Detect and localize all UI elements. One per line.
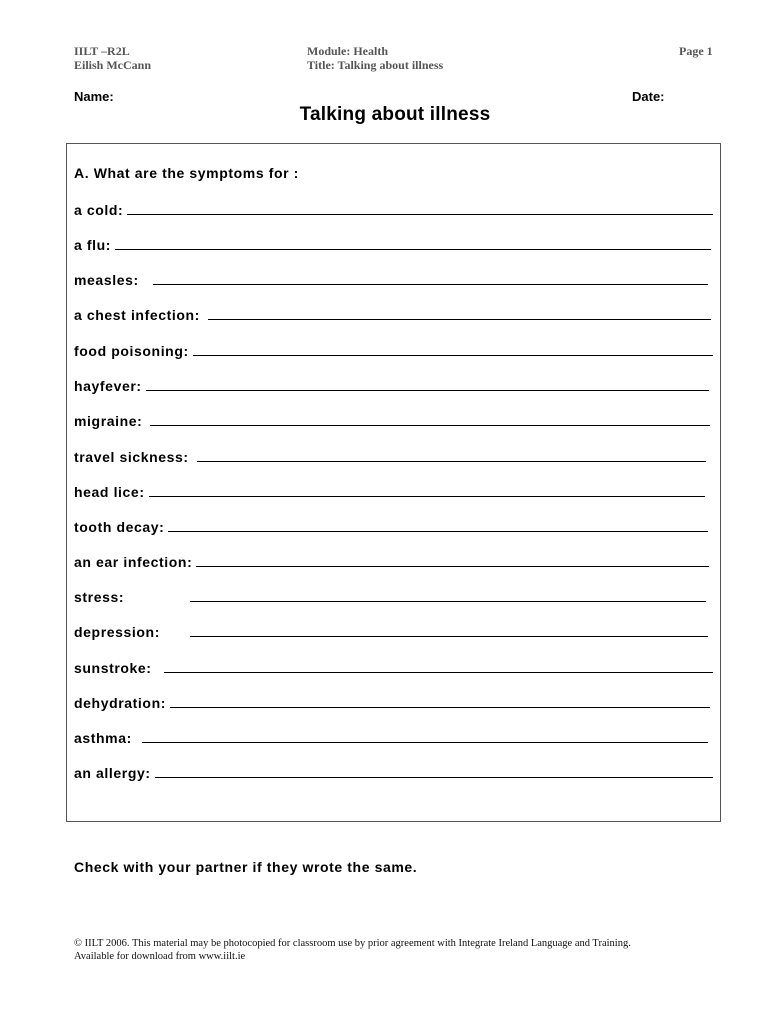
module-name: Module: Health [307,44,388,58]
course-code: IILT –R2L [74,44,130,58]
symptom-label: hayfever: [74,378,142,394]
answer-blank[interactable] [149,496,705,497]
answer-blank[interactable] [208,319,711,320]
symptom-label: depression: [74,624,160,640]
answer-blank[interactable] [196,566,709,567]
symptom-row [74,198,713,218]
answer-blank[interactable] [150,425,710,426]
symptom-label: travel sickness: [74,449,189,465]
header-course-info [74,44,151,72]
symptom-row [74,585,706,605]
symptom-label: asthma: [74,730,132,746]
answer-blank[interactable] [146,390,709,391]
header-module-info [307,44,443,72]
instruction-text: Check with your partner if they wrote the same. [74,859,418,875]
answer-blank[interactable] [190,636,708,637]
symptom-label: tooth decay: [74,519,165,535]
symptom-row [74,445,706,465]
symptom-label: an allergy: [74,765,151,781]
copyright-line: © IILT 2006. This material may be photocopied for classroom use by prior agreement with Integrate Ireland Language and Training. [74,938,631,949]
symptom-row [74,726,708,746]
symptom-label: a cold: [74,202,124,218]
answer-blank[interactable] [155,777,713,778]
symptom-row [74,761,713,781]
symptom-row [74,620,708,640]
symptom-row [74,515,708,535]
author-name: Eilish McCann [74,58,152,72]
symptom-label: a chest infection: [74,307,200,323]
answer-blank[interactable] [164,672,713,673]
name-label: Name: [74,89,114,104]
answer-blank[interactable] [153,284,708,285]
symptom-label: a flu: [74,237,112,253]
symptom-row [74,268,708,288]
page-number: Page 1 [679,44,713,58]
worksheet-title-line: Title: Talking about illness [307,58,444,72]
answer-blank[interactable] [170,707,710,708]
symptom-row [74,339,713,359]
section-heading: A. What are the symptoms for : [74,165,299,181]
date-label: Date: [632,89,665,104]
page-title: Talking about illness [299,104,491,125]
copyright-footer [74,937,631,963]
symptom-label: food poisoning: [74,343,189,359]
answer-blank[interactable] [115,249,711,250]
symptom-row [74,374,709,394]
symptom-label: stress: [74,589,125,605]
symptom-label: head lice: [74,484,145,500]
answer-blank[interactable] [197,461,706,462]
answer-blank[interactable] [190,601,706,602]
symptom-row [74,480,705,500]
answer-blank[interactable] [168,531,708,532]
symptom-label: migraine: [74,413,143,429]
symptom-label: measles: [74,272,139,288]
answer-blank[interactable] [127,214,713,215]
symptom-row [74,550,709,570]
symptom-row [74,409,710,429]
download-line: Available for download from www.iilt.ie [74,951,246,962]
symptom-label: sunstroke: [74,660,152,676]
answer-blank[interactable] [142,742,708,743]
symptom-row [74,233,711,253]
symptom-row [74,691,710,711]
symptom-label: an ear infection: [74,554,193,570]
symptom-label: dehydration: [74,695,166,711]
symptom-row [74,656,713,676]
symptom-row [74,303,711,323]
answer-blank[interactable] [193,355,713,356]
